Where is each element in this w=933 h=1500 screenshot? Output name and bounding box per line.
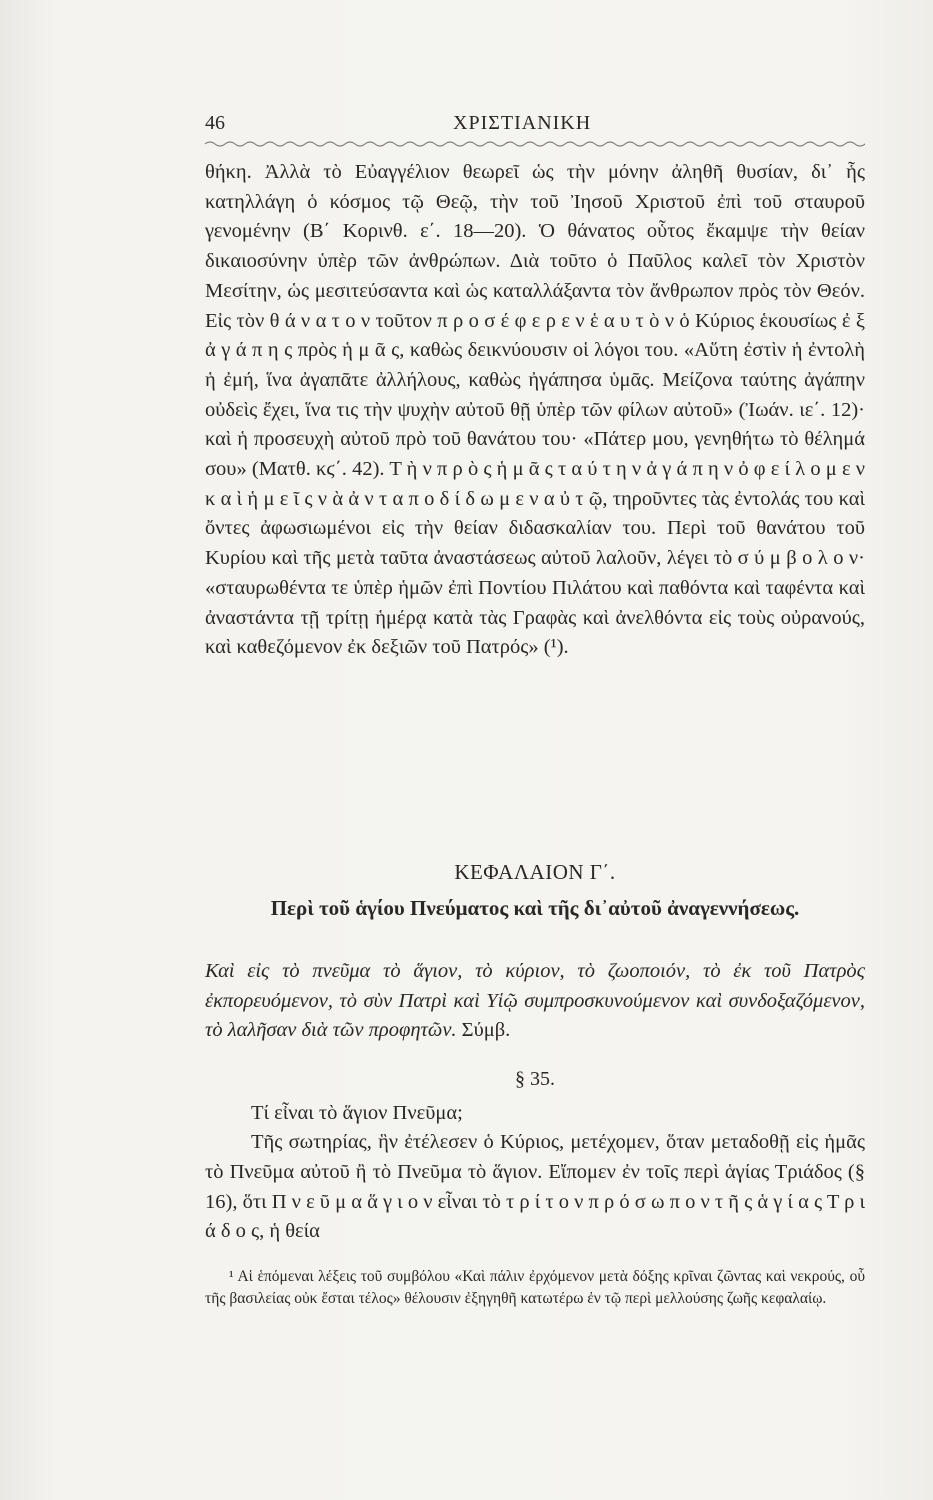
section-answer: Τῆς σωτηρίας, ἣν ἐτέλεσεν ὁ Κύριος, μετέχομεν, ὅταν μεταδοθῇ εἰς ἡμᾶς τὸ Πνεῦμα αὐτοῦ ἢ τὸ Πνεῦμα τὸ ἅγιον. Εἴπομεν ἐν τοῖς περὶ ἁγίας Τριάδος (§ 16), ὅτι Π ν ε ῦ μ α ἅ γ ι ο ν εἶναι τὸ τ ρ ί τ ο ν π ρ ό σ ω π ο ν τ ῆ ς ἁ γ ί α ς Τ ρ ι ά δ ο ς, ἡ θεία xyxy=(205,1131,865,1243)
running-title: ΧΡΙΣΤΙΑΝΙΚΗ xyxy=(453,112,592,134)
chapter-subtitle: Περὶ τοῦ ἁγίου Πνεύματος καὶ τῆς δι᾽αὐτοῦ ἀναγεννήσεως. xyxy=(270,896,800,920)
paragraph-1: θήκη. Ἀλλὰ τὸ Εὐαγγέλιον θεωρεῖ ὡς τὴν μόνην ἀληθῆ θυσίαν, δι᾽ ἧς κατηλλάγη ὁ κόσμος τῷ Θεῷ, τὴν τοῦ Ἰησοῦ Χριστοῦ ἐπὶ τοῦ σταυροῦ γενομένην (Β΄ Κορινθ. ε΄. 18—20). Ὁ θάνατος οὗτος ἔκαμψε τὴν θείαν δικαιοσύνην ὑπὲρ τῶν ἀνθρώπων. Διὰ τοῦτο ὁ Παῦλος καλεῖ τὸν Χριστὸν Μεσίτην, ὡς μεσιτεύσαντα καὶ ὡς καταλλάξαντα τὸν ἄνθρωπον πρὸς τὸν Θεόν. Εἰς τὸν θ ά ν α τ ο ν τοῦτον π ρ ο σ έ φ ε ρ ε ν ἑ α υ τ ὸ ν ὁ Κύριος ἑκουσίως ἐ ξ ἀ γ ά π η ς πρὸς ἡ μ ᾶ ς, καθὼς δεικνύουσιν οἱ λόγοι του. «Αὕτη ἐστὶν ἡ ἐντολὴ ἡ ἐμή, ἵνα ἀγαπᾶτε ἀλλήλους, καθὼς ἠγάπησα ὑμᾶς. Μείζονα ταύτης ἀγάπην οὐδεὶς ἔχει, ἵνα τις τὴν ψυχὴν αὐτοῦ θῇ ὑπὲρ τῶν φίλων αὐτοῦ» (Ἰωάν. ιε΄. 12)· καὶ ἡ προσευχὴ αὐτοῦ πρὸ τοῦ θανάτου του· «Πάτερ μου, γενηθήτω τὸ θέλημά σου» (Ματθ. κϛ΄. 42). Τ ὴ ν π ρ ὸ ς ἡ μ ᾶ ς τ α ύ τ η ν ἀ γ ά π η ν ὀ φ ε ί λ ο μ ε ν κ α ὶ ἡ μ ε ῖ ς ν ὰ ἀ ν τ α π ο δ ί δ ω μ ε ν α ὐ τ ῷ, τηροῦντες τὰς ἐντολάς του καὶ ὄντες ἀφωσιωμένοι εἰς τὴν θείαν διδασκαλίαν του. Περὶ τοῦ θανάτου τοῦ Κυρίου καὶ τῆς μετὰ ταῦτα ἀναστάσεως αὐτοῦ λαλοῦν, λέγει τὸ σ ύ μ β ο λ ο ν· «σταυρωθέντα τε ὑπὲρ ἡμῶν ἐπὶ Ποντίου Πιλάτου καὶ παθόντα καὶ ταφέντα καὶ ἀναστάντα τῇ τρίτῃ ἡμέρᾳ κατὰ τὰς Γραφὰς καὶ ἀνελθόντα εἰς τοὺς οὐρανούς, καὶ καθεζόμενον ἐκ δεξιῶν τοῦ Πατρός» (¹). xyxy=(205,161,865,659)
section-number: § 35. xyxy=(515,1068,555,1090)
page-header xyxy=(205,112,865,142)
chapter-title: ΚΕΦΑΛΑΙΟΝ Γ΄. xyxy=(454,860,616,884)
creed-source: Σύμβ. xyxy=(461,1019,511,1041)
footnote: ¹ Αἱ ἑπόμεναι λέξεις τοῦ συμβόλου «Καὶ πάλιν ἐρχόμενον μετὰ δόξης κρῖναι ζῶντας καὶ νεκρούς, οὗ τῆς βασιλείας οὐκ ἔσται τέλος» θέλουσιν ἐξηγηθῆ κατωτέρω ἐν τῷ περὶ μελλούσης ζωῆς κεφαλαίῳ. xyxy=(205,1268,865,1307)
section-question: Τί εἶναι τὸ ἅγιον Πνεῦμα; xyxy=(251,1102,463,1124)
creed-quote: Καὶ εἰς τὸ πνεῦμα τὸ ἅγιον, τὸ κύριον, τὸ ζωοποιόν, τὸ ἐκ τοῦ Πατρὸς ἐκπορευόμενον, τὸ σὺν Πατρὶ καὶ Υἱῷ συμπροσκυνούμενον καὶ συνδοξαζόμενον, τὸ λαλῆσαν διὰ τῶν προφητῶν. xyxy=(205,960,865,1041)
body-text xyxy=(205,158,865,663)
creed-quote-block xyxy=(205,957,865,1046)
wavy-rule-divider xyxy=(205,140,865,148)
page-number: 46 xyxy=(205,112,225,134)
